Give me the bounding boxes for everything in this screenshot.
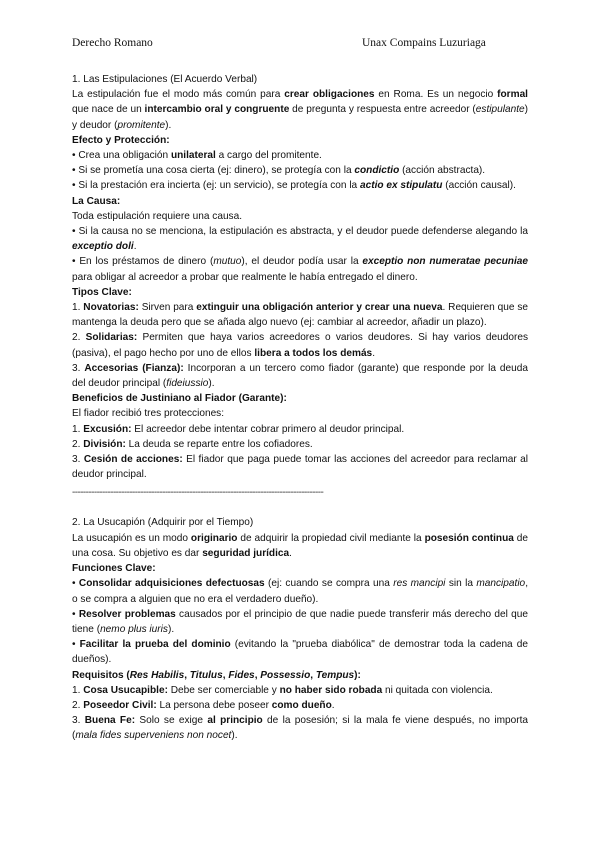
document-body (72, 72, 528, 744)
efecto-item-1: • Crea una obligación unilateral a cargo del promitente. (72, 150, 322, 162)
beneficios-text: El fiador recibió tres protecciones: (72, 408, 225, 420)
causa-item-1: • Si la causa no se menciona, la estipulación es abstracta, y el deudor puede defenderse alegando la exceptio doli. (72, 226, 528, 253)
funciones-item-2: • Resolver problemas causados por el principio de que nadie puede transferir más derecho del que tiene (nemo plus iuris). (72, 608, 529, 635)
requisitos-item-3: 3. Buena Fe: Solo se exige al principio de la posesión; si la mala fe viene después, no importa (mala fides superveniens non nocet). (72, 715, 528, 742)
header-author: Unax Compains Luzuriaga (362, 37, 486, 49)
requisitos-heading: Requisitos (Res Habilis, Titulus, Fides, Possessio, Tempus): (72, 669, 361, 681)
tipos-item-3: 3. Accesorias (Fianza): Incorporan a un tercero como fiador (garante) que responde por la deuda del deudor principal (fideiussio). (72, 362, 528, 390)
s1-intro: La estipulación fue el modo más común para crear obligaciones en Roma. Es un negocio formal que nace de un intercambio oral y congruente de pregunta y respuesta entre acreedor (estipulante) y deudor (promitente). (72, 89, 528, 131)
causa-item-2: • En los préstamos de dinero (mutuo), el deudor podía usar la exceptio non numeratae pecuniae para obligar al acreedor a probar que realmente le había entregado el dinero. (72, 256, 528, 283)
beneficios-item-3: 3. Cesión de acciones: El fiador que paga puede tomar las acciones del acreedor para reclamar al deudor principal. (72, 454, 528, 481)
efecto-item-2: • Si se prometía una cosa cierta (ej: dinero), se protegía con la condictio (acción abstracta). (72, 165, 486, 177)
requisitos-item-2: 2. Poseedor Civil: La persona debe poseer como dueño. (72, 699, 335, 711)
beneficios-item-1: 1. Excusión: El acreedor debe intentar cobrar primero al deudor principal. (72, 423, 405, 435)
efecto-heading: Efecto y Protección: (72, 134, 170, 146)
beneficios-heading: Beneficios de Justiniano al Fiador (Garante): (72, 393, 287, 405)
causa-text: Toda estipulación requiere una causa. (72, 210, 243, 222)
section-2-title: 2. La Usucapión (Adquirir por el Tiempo) (72, 517, 254, 529)
funciones-item-1: • Consolidar adquisiciones defectuosas (ej: cuando se compra una res mancipi sin la mancipatio, o se compra a alguien que no era el verdadero dueño). (72, 578, 528, 605)
causa-heading: La Causa: (72, 195, 121, 207)
tipos-heading: Tipos Clave: (72, 286, 132, 298)
section-1-title: 1. Las Estipulaciones (El Acuerdo Verbal) (72, 74, 258, 85)
section-divider: -------------------------------------------------------------------------------------------- (72, 487, 324, 499)
funciones-item-3: • Facilitar la prueba del dominio (evitando la "prueba diabólica" de demostrar toda la cadena de dueños). (72, 639, 528, 666)
s2-intro: La usucapión es un modo originario de adquirir la propiedad civil mediante la posesión continua de una cosa. Su objetivo es dar seguridad jurídica. (72, 532, 528, 559)
header-subject: Derecho Romano (72, 37, 153, 49)
tipos-item-2: 2. Solidarias: Permiten que haya varios acreedores o varios deudores. Si hay varios deudores (pasiva), el pago hecho por uno de ellos libera a todos los demás. (72, 332, 528, 359)
efecto-item-3: • Si la prestación era incierta (ej: un servicio), se protegía con la actio ex stipulatu (acción causal). (72, 180, 516, 192)
requisitos-item-1: 1. Cosa Usucapible: Debe ser comerciable y no haber sido robada ni quitada con violencia. (72, 684, 493, 696)
beneficios-item-2: 2. División: La deuda se reparte entre los cofiadores. (72, 438, 313, 450)
funciones-heading: Funciones Clave: (72, 563, 156, 575)
spacer (72, 499, 528, 515)
tipos-item-1: 1. Novatorias: Sirven para extinguir una obligación anterior y crear una nueva. Requieren que se mantenga la deuda pero que se añada algo nuevo (ej: cambiar al acreedor, añadir un plazo). (72, 302, 528, 329)
